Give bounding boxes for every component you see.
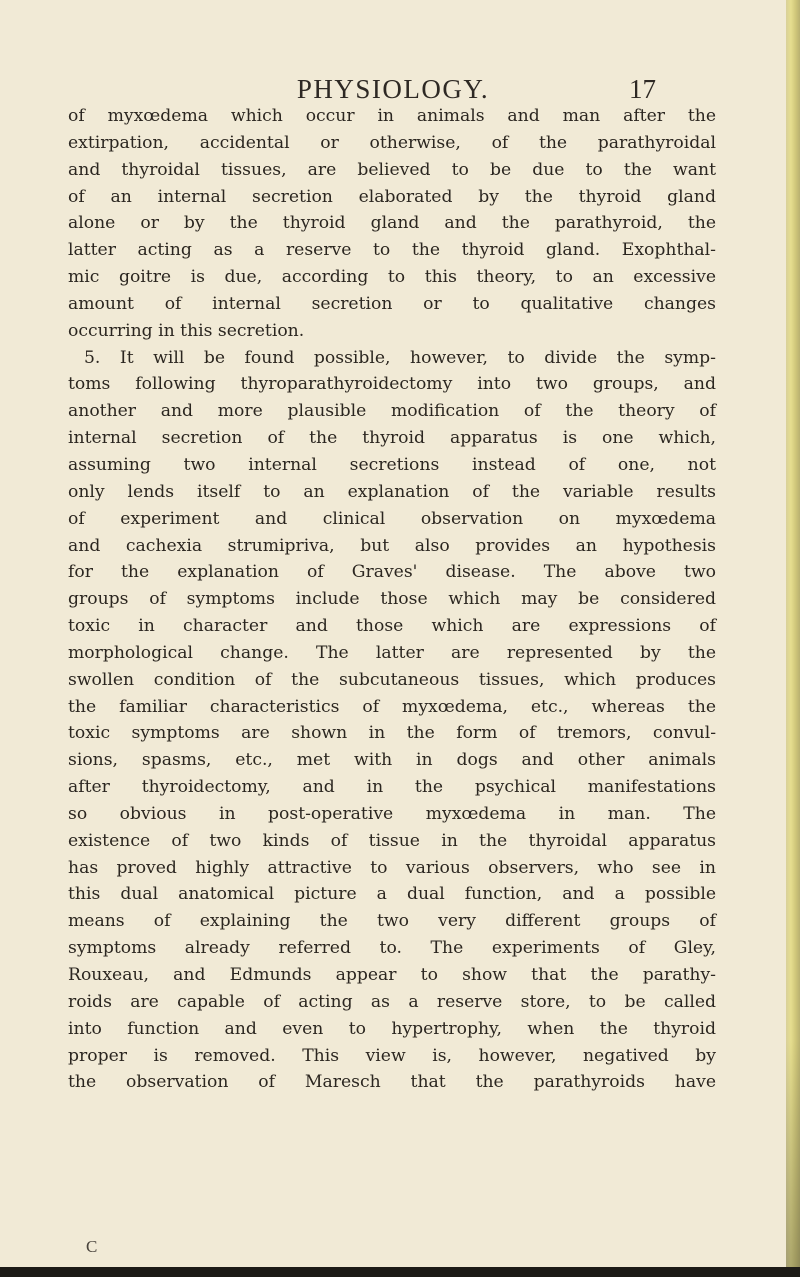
text-line: the familiar characteristics of myxœdema, etc., whereas the <box>68 696 716 717</box>
text-line: of experiment and clinical observation on myxœdema <box>68 508 716 529</box>
text-line: for the explanation of Graves' disease. The above two <box>68 562 716 583</box>
text-line: another and more plausible modification of the theory of <box>68 401 716 422</box>
text-line: the observation of Maresch that the parathyroids have <box>68 1072 716 1093</box>
text-line: after thyroidectomy, and in the psychical manifestations <box>68 777 716 798</box>
text-line: amount of internal secretion or to qualitative changes <box>68 293 716 314</box>
text-line: existence of two kinds of tissue in the thyroidal apparatus <box>68 830 716 851</box>
page-number: 17 <box>629 74 656 104</box>
text-line: extirpation, accidental or otherwise, of the parathyroidal <box>68 132 716 153</box>
text-line: and cachexia strumipriva, but also provides an hypothesis <box>68 535 716 556</box>
text-line: occurring in this secretion. <box>68 320 305 341</box>
text-line: toms following thyroparathyroidectomy into two groups, and <box>68 374 716 395</box>
text-line: into function and even to hypertrophy, when the thyroid <box>68 1018 716 1039</box>
text-line: symptoms already referred to. The experiments of Gley, <box>68 938 716 959</box>
text-line: internal secretion of the thyroid apparatus is one which, <box>68 428 716 449</box>
text-line: roids are capable of acting as a reserve store, to be called <box>68 991 716 1012</box>
text-line: of an internal secretion elaborated by the thyroid gland <box>68 186 716 207</box>
text-line: toxic symptoms are shown in the form of tremors, convul- <box>68 723 716 744</box>
page-header <box>0 64 786 104</box>
page-bottom-edge <box>0 1267 800 1277</box>
text-line: so obvious in post-operative myxœdema in man. The <box>68 803 716 824</box>
text-line: alone or by the thyroid gland and the parathyroid, the <box>68 213 716 234</box>
text-line: only lends itself to an explanation of the variable results <box>68 481 716 502</box>
text-line: proper is removed. This view is, however, negatived by <box>68 1045 716 1066</box>
text-line: latter acting as a reserve to the thyroid gland. Exophthal- <box>68 240 716 261</box>
text-line: and thyroidal tissues, are believed to be due to the want <box>68 159 716 180</box>
running-title: PHYSIOLOGY. <box>296 74 490 104</box>
text-line: mic goitre is due, according to this theory, to an excessive <box>68 267 716 288</box>
text-line: sions, spasms, etc., met with in dogs and other animals <box>68 750 716 771</box>
text-line: swollen condition of the subcutaneous tissues, which produces <box>68 669 716 690</box>
signature-mark: C <box>86 1237 98 1256</box>
text-line: has proved highly attractive to various observers, who see in <box>68 857 716 878</box>
text-line: this dual anatomical picture a dual function, and a possible <box>68 884 716 905</box>
text-line: toxic in character and those which are expressions of <box>68 616 716 637</box>
text-line: Rouxeau, and Edmunds appear to show that the parathy- <box>68 965 716 985</box>
text-line: groups of symptoms include those which may be considered <box>68 589 716 610</box>
spine-shadow <box>786 1040 800 1277</box>
text-line: assuming two internal secretions instead of one, not <box>68 454 716 475</box>
text-line: 5. It will be found possible, however, to divide the symp- <box>84 347 716 368</box>
body-text <box>68 103 716 1096</box>
text-line: morphological change. The latter are represented by the <box>68 642 716 663</box>
text-line: of myxœdema which occur in animals and man after the <box>68 106 716 126</box>
text-line: means of explaining the two very different groups of <box>68 911 716 932</box>
